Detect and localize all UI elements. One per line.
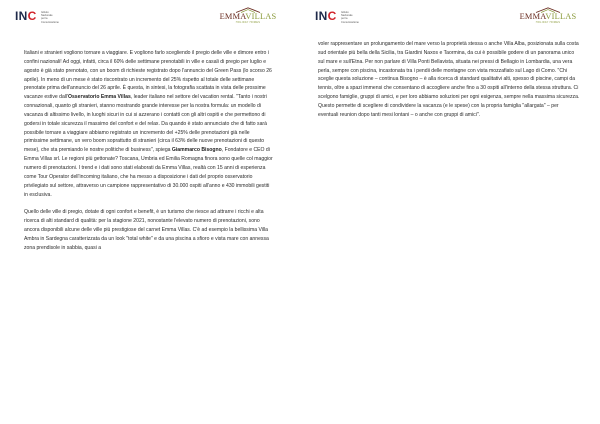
left-page-body [24,49,274,252]
inc-logo-tagline: Istituto Nazionale per la Comunicazione [41,11,59,24]
emma-villas-logo [218,7,278,25]
inc-logo-wordmark: INC [15,9,37,23]
paragraph-intro: Italiani e stranieri vogliono tornare a viaggiare. E vogliono farlo scegliendo il pregio delle ville e dimore entro i confini nazionali! Ad oggi, infatti, circa il 60% delle settimane prenotabili in ville e casali di pregio per luglio e agosto è già stato prenotato, con un boom di richieste registrato dopo l'annuncio del Green Pass (lo scorso 26 aprile). In meno di un mese è stato riscontrato un incremento del 25% rispetto al totale delle settimane prenotate prima dell'annuncio del 26 aprile. È questa, in sintesi, la fotografia scattata in vista delle prossime vacanze estive dall'Osservatorio Emma Villas, leader italiano nel settore del vacation rental. "Tanto i nostri connazionali, quanto gli stranieri, stanno mostrando grande interesse per la nostra formula: un modello di vacanza di altissimo livello, in luoghi sicuri in cui si azzerano i contatti con gli altri ospiti e che permettono di godersi in totale sicurezza il massimo del confort e del relax. Da quando è stato annunciato che di fatto sarà possibile tornare a viaggiare abbiamo registrato un incremento del +25% delle prenotazioni già nelle primissime settimane, un vero boom soprattutto di stranieri (circa il 63% delle nuove prenotazioni di questo mese), che sta premiando le nostre politiche di business", spiega Giammarco Bisogno, Fondatore e CEO di Emma Villas srl. Le regioni più gettonate? Toscana, Umbria ed Emilia Romagna finora sono quelle col maggior numero di prenotazioni. I trend e i dati sono stati elaborati da Emma Villas, realtà con 15 anni di esperienza come Tour Operator dell'incoming italiano, che ha messo a disposizione i dati del proprio osservatorio privilegiato sul settore, attraverso un campione rappresentativo di 30.000 ospiti all'anno e 430 immobili gestiti in esclusiva. [24,50,273,198]
observatory-name: Osservatorio Emma Villas [68,94,131,101]
inc-logo-tagline: Istituto Nazionale per la Comunicazione [341,11,359,24]
emma-villas-subtitle: HOLIDAY HOMES [535,21,561,24]
ceo-name: Giammarco Bisogno [171,147,222,154]
emma-villas-wordmark: EMMAVILLAS [519,12,577,21]
emma-villas-logo [518,7,578,25]
emma-villas-wordmark: EMMAVILLAS [219,12,277,21]
right-page-body [318,40,580,120]
page-right [300,0,600,424]
paragraph-continued: voler rappresentare un prolungamento del mare verso la proprietà stessa o anche Villa Alba, posizionata sulla costa sud orientale più bella della Sicilia, tra Giardini Naxos e Taormina, da cui è possibile godere di un panorama unico sul mare e sull'Etna. Per non parlare di Villa Ponti Bellavista, situata nei pressi di Bellagio in Lombardia, una vera perla, sempre con piscina, incastonata tra i pendii delle montagne con vista mozzafiato sul Lago di Como. "Chi sceglie questa soluzione – continua Bisogno – è alla ricerca di standard qualitativi alti, spesso di piscine, campi da tennis, oltre a spazi immensi che consentano di accogliere anche fino a 30 ospiti all'interno della stessa struttura. Ci scelgono famiglie, gruppi di amici, e per loro abbiamo soluzioni per ogni esigenza, sempre nella massima sicurezza. Questo permette di scegliere di condividere la vacanza (e le spese) con la propria famiglia "allargata" – per eventuali reunion dopo tanti mesi lontani – o anche con gruppi di amici". [318,41,580,118]
inc-logo-wordmark: INC [315,9,337,23]
paragraph-villas: Quello delle ville di pregio, dotate di ogni confort e benefit, è un turismo che riesce ad attrarre i ricchi e alta ricerca di alti standard di qualità: per la stagione 2021, nonostante l'elevato numero di prenotazioni, sono ancora disponibili alcune delle ville più prestigiose del carnet Emma Villas. C'è ad esempio la bellissima Villa Ambra in Sardegna caratterizzata da un look "total white" e da una piscina a sfioro e vista mare con annessa zona prendisole in sabbia, quasi a [24,209,269,251]
emma-villas-subtitle: HOLIDAY HOMES [235,21,261,24]
